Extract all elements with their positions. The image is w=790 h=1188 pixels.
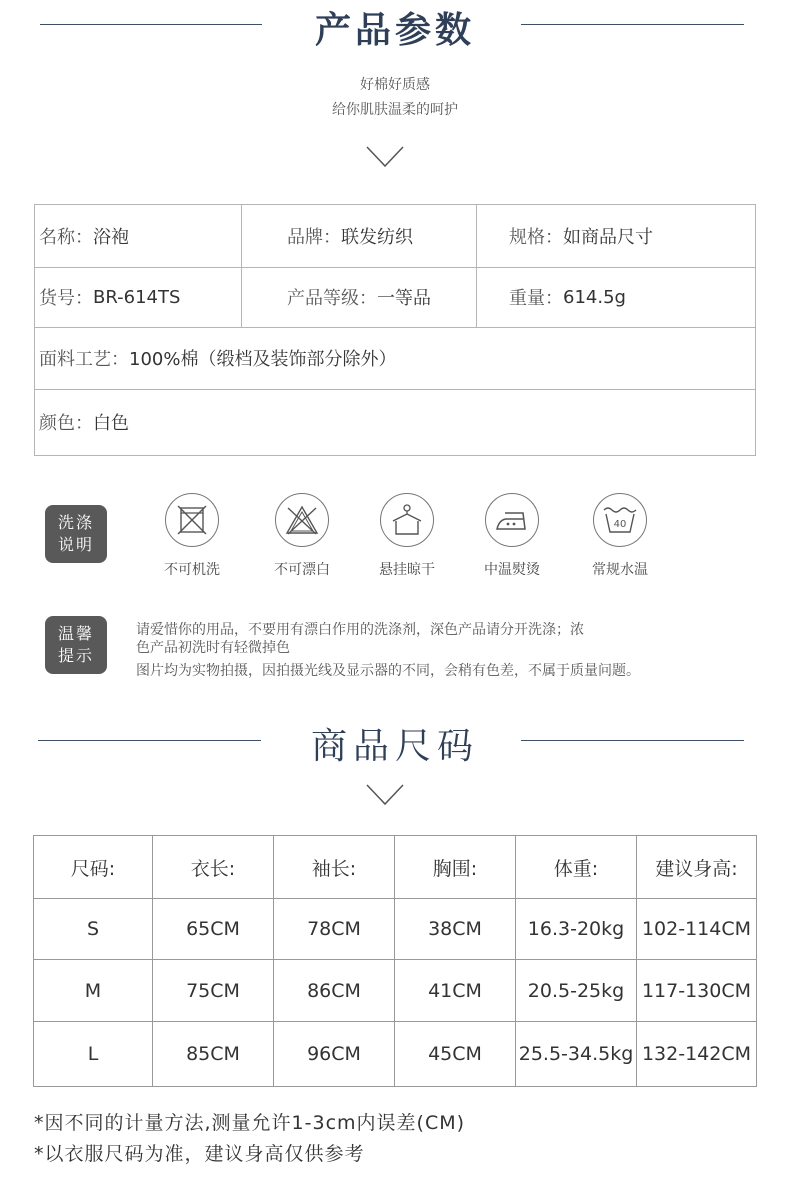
size-header-height: 建议身高: — [655, 857, 738, 880]
subtitle-line1: 好棉好质感 — [360, 77, 430, 93]
table-row-s-weight: 16.3-20kg — [527, 918, 625, 940]
table-row-l-length: 85CM — [186, 1043, 240, 1065]
size-header-weight: 体重: — [553, 857, 599, 880]
params-table — [34, 204, 756, 456]
table-row-l-weight: 25.5-34.5kg — [518, 1043, 634, 1065]
wash-instructions-badge: 洗涤 说明 — [45, 505, 107, 563]
table-row-s-length: 65CM — [186, 918, 240, 940]
note-size-reference: *以衣服尺码为准，建议身高仅供参考 — [34, 1143, 365, 1165]
table-row-s-chest: 38CM — [428, 918, 482, 940]
param-item-no: 货号： BR-614TS — [39, 286, 181, 309]
param-name: 名称： 浴袍 — [39, 227, 129, 248]
size-header-chest: 胸围: — [432, 857, 478, 880]
table-row-m-length: 75CM — [186, 979, 240, 1002]
wash-item-no-bleach: 不可漂白 — [252, 493, 352, 579]
table-row-s-sleeve: 78CM — [307, 918, 361, 940]
table-row-m-weight: 20.5-25kg — [527, 979, 625, 1002]
note-measurement: *因不同的计量方法,测量允许1-3cm内误差(CM) — [34, 1112, 466, 1134]
table-row-m-height: 117-130CM — [641, 979, 752, 1002]
wash-item-no-machine: 不可机洗 — [142, 493, 242, 579]
table-row-m-size: M — [84, 979, 102, 1002]
wash-item-water-temp: 40 常规水温 — [570, 493, 670, 579]
param-color: 颜色： 白色 — [39, 413, 129, 434]
size-header-length: 衣长: — [190, 857, 236, 880]
table-row-s-height: 102-114CM — [641, 918, 752, 940]
medium-iron-icon — [485, 493, 539, 547]
table-row-l-chest: 45CM — [428, 1043, 482, 1065]
section-title-params: 产品参数 — [314, 10, 475, 51]
normal-water-temp-icon — [593, 493, 647, 547]
wash-item-hang-dry: 悬挂晾干 — [357, 493, 457, 579]
tip-line1: 请爱惜你的用品，不要用有漂白作用的洗涤剂，深色产品请分开洗涤；浓 — [136, 622, 584, 638]
param-spec: 规格： 如商品尺寸 — [509, 227, 653, 248]
svg-text:40: 40 — [613, 519, 627, 530]
wash-item-iron: 中温熨烫 — [462, 493, 562, 579]
param-fabric: 面料工艺： 100%棉（缎档及装饰部分除外） — [39, 349, 397, 370]
param-weight: 重量： 614.5g — [509, 286, 626, 309]
size-header-size: 尺码: — [70, 857, 116, 880]
subtitle-line2: 给你肌肤温柔的呵护 — [332, 102, 458, 118]
size-table — [33, 835, 757, 1087]
param-grade: 产品等级： 一等品 — [287, 288, 431, 309]
table-row-l-sleeve: 96CM — [307, 1043, 361, 1065]
tip-line2: 色产品初洗时有轻微掉色 — [136, 640, 290, 656]
hang-dry-icon — [380, 493, 434, 547]
table-row-l-size: L — [87, 1043, 99, 1065]
no-machine-wash-icon — [165, 493, 219, 547]
size-header-sleeve: 袖长: — [311, 857, 357, 880]
table-row-s-size: S — [86, 918, 100, 940]
section-title-size: 商品尺码 — [310, 726, 479, 767]
table-row-l-height: 132-142CM — [641, 1043, 752, 1065]
chevron-down-icon-2 — [366, 784, 404, 806]
table-row-m-chest: 41CM — [428, 979, 482, 1002]
chevron-down-icon — [366, 146, 404, 168]
tips-badge: 温馨 提示 — [45, 616, 107, 674]
table-row-m-sleeve: 86CM — [307, 979, 361, 1002]
param-brand: 品牌： 联发纺织 — [287, 227, 413, 248]
tip-line3: 图片均为实物拍摄，因拍摄光线及显示器的不同，会稍有色差，不属于质量问题。 — [136, 663, 640, 679]
no-bleach-icon — [275, 493, 329, 547]
